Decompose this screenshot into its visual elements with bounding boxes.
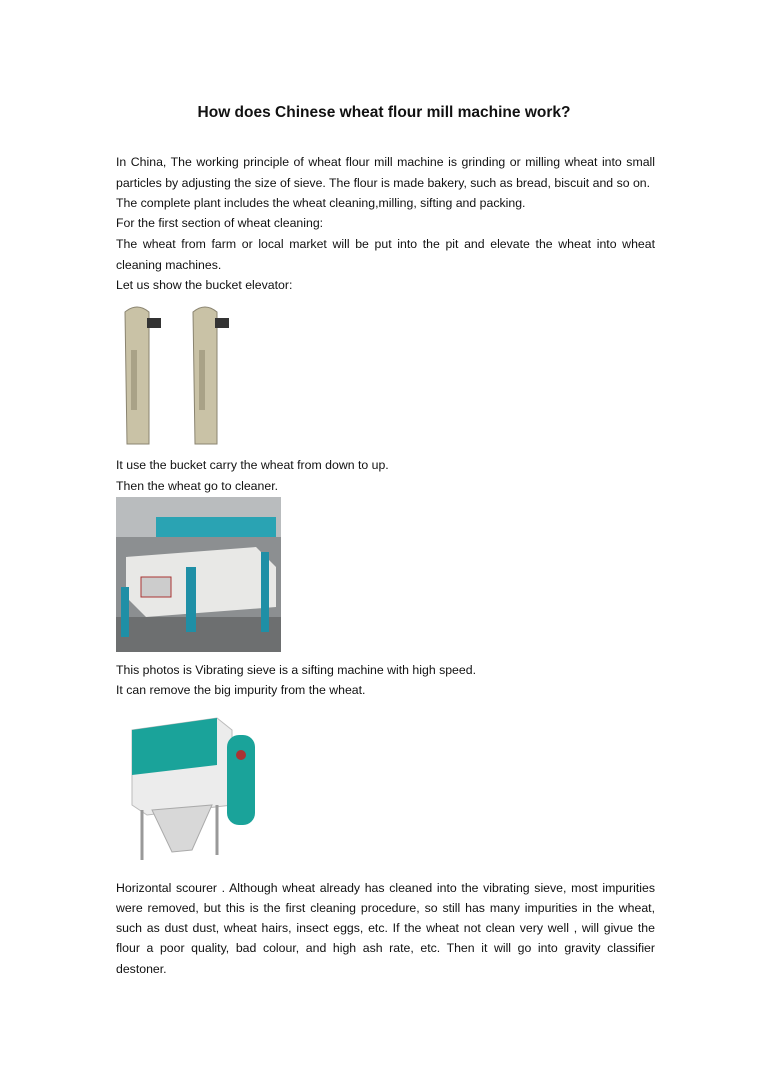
- intro-line: In China, The working principle of wheat flour mill machine is grinding or milling wheat into small: [116, 155, 655, 169]
- bucket-elevator-photo: [117, 300, 245, 447]
- scourer-line: Horizontal scourer . Although wheat already has cleaned into the vibrating sieve, most impurities: [116, 881, 655, 895]
- horizontal-scourer-photo: [117, 710, 268, 868]
- intro-line: The wheat from farm or local market will be put into the pit and elevate the wheat into wheat: [116, 237, 655, 251]
- scourer-line: flour a poor quality, bad colour, and high ash rate, etc. Then it will go into gravity classifier: [116, 941, 655, 955]
- sieve-caption: It can remove the big impurity from the wheat.: [116, 683, 366, 697]
- vibrating-sieve-photo: [116, 497, 281, 652]
- scourer-line: destoner.: [116, 962, 167, 976]
- scourer-line: were removed, but this is the first cleaning procedure, so still has many impurities in the wheat,: [116, 901, 655, 915]
- scourer-line: such as dust dust, wheat hairs, insect eggs, etc. If the wheat not clean very well , will givue the: [116, 921, 655, 935]
- intro-line: The complete plant includes the wheat cleaning,milling, sifting and packing.: [116, 196, 526, 210]
- intro-line: cleaning machines.: [116, 258, 222, 272]
- elevator-caption: Then the wheat go to cleaner.: [116, 479, 279, 493]
- intro-line: particles by adjusting the size of sieve. The flour is made bakery, such as bread, biscuit and so on.: [116, 176, 651, 190]
- intro-line: Let us show the bucket elevator:: [116, 278, 293, 292]
- sieve-caption: This photos is Vibrating sieve is a sifting machine with high speed.: [116, 663, 476, 677]
- intro-line: For the first section of wheat cleaning:: [116, 216, 324, 230]
- elevator-caption: It use the bucket carry the wheat from down to up.: [116, 458, 389, 472]
- page-title: How does Chinese wheat flour mill machine work?: [197, 104, 571, 121]
